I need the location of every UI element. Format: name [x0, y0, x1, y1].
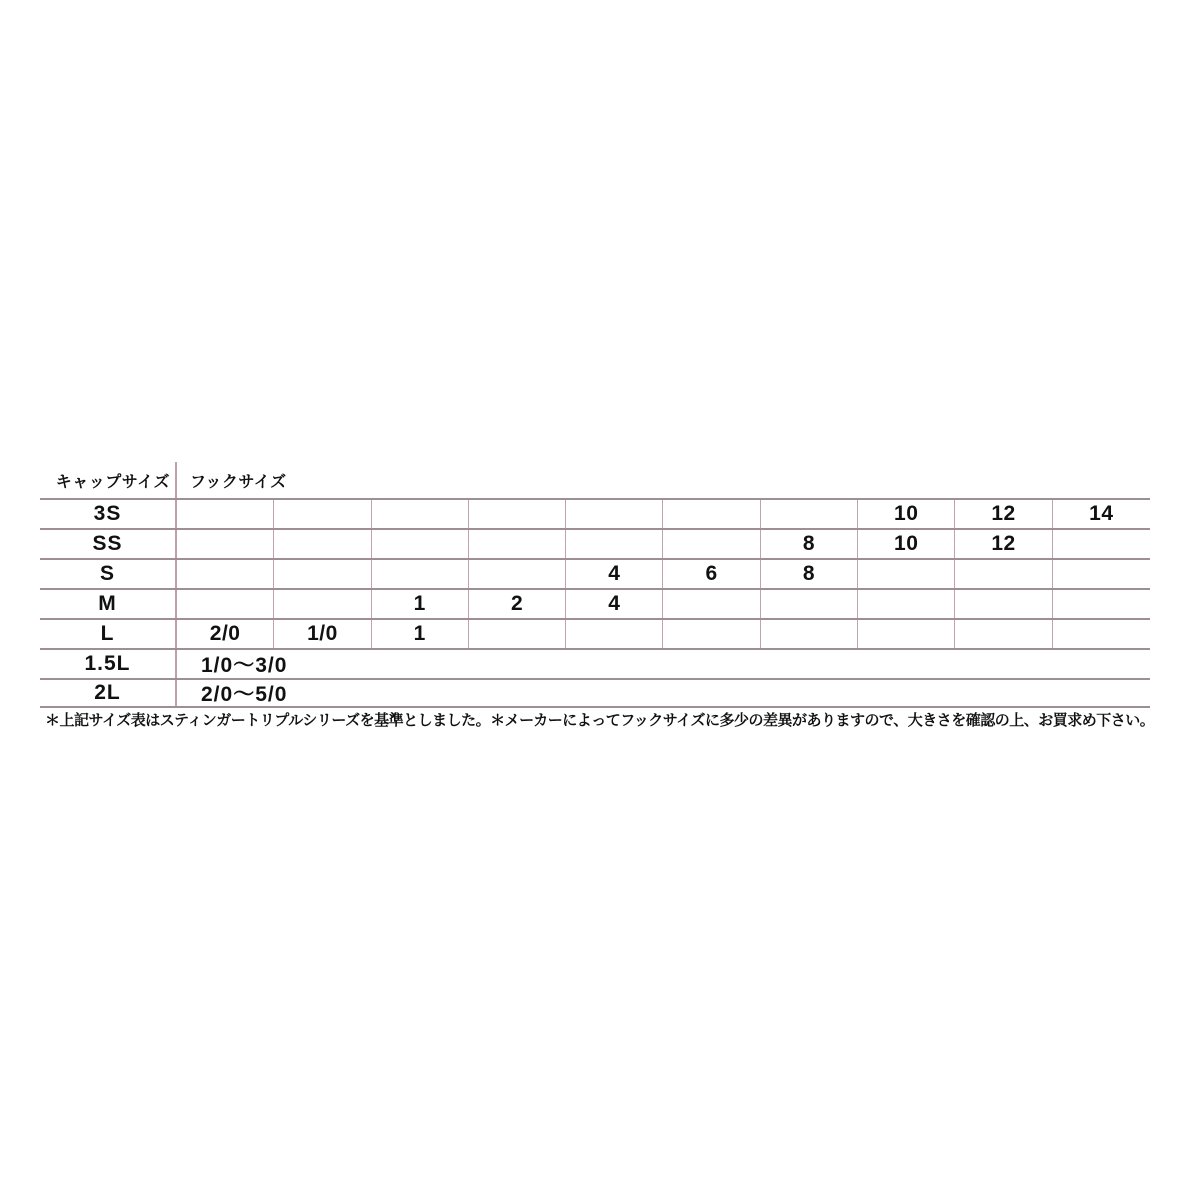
- hook-size-cell: [566, 620, 663, 648]
- table-row: [40, 558, 1150, 588]
- size-table: [40, 462, 1150, 708]
- hook-size-cell: 1: [372, 590, 469, 618]
- hook-size-cell: 14: [1089, 502, 1114, 525]
- hook-size-cell: [663, 530, 760, 558]
- hook-size-cell: [274, 500, 371, 528]
- cap-size-cell: M: [40, 590, 177, 618]
- footnote-text: ＊上記サイズ表はスティンガートリプルシリーズを基準としました。＊メーカーによってフックサイズに多少の差異がありますので、大きさを確認の上、お買求め下さい。: [45, 712, 1155, 729]
- hook-size-cell: 8: [761, 530, 858, 558]
- hook-size-cell: [663, 500, 760, 528]
- cap-size-cell: SS: [40, 530, 177, 558]
- hook-size-cell: [177, 560, 274, 588]
- hook-size-cell: [761, 590, 858, 618]
- hook-size-cell: [177, 530, 274, 558]
- hook-size-cell: [955, 590, 1052, 618]
- table-header-row: [40, 462, 1150, 498]
- cap-size-column-header: キャップサイズ: [40, 462, 177, 498]
- hook-size-cell: 12: [955, 500, 1052, 528]
- hook-size-cell: [177, 590, 274, 618]
- hook-size-cell: [469, 620, 566, 648]
- cap-size-cell: 2L: [40, 680, 177, 706]
- hook-size-cell: [1053, 560, 1150, 588]
- hook-size-column-header: フックサイズ: [190, 473, 287, 491]
- hook-size-cell: [1053, 620, 1150, 648]
- hook-size-cell: [372, 530, 469, 558]
- hook-size-cell: [761, 500, 858, 528]
- hook-size-cell: [858, 590, 955, 618]
- hook-size-cell: [1053, 530, 1150, 558]
- hook-size-cell: [858, 560, 955, 588]
- hook-size-range-cell: 2/0〜5/0: [201, 683, 288, 706]
- hook-size-cell: [372, 500, 469, 528]
- hook-size-cell: 2: [469, 590, 566, 618]
- hook-size-cell: [1053, 590, 1150, 618]
- hook-size-cell: [761, 620, 858, 648]
- hook-size-cell: [663, 620, 760, 648]
- hook-size-cell: 10: [858, 530, 955, 558]
- hook-size-cell: [177, 500, 274, 528]
- hook-size-cell: [955, 560, 1052, 588]
- hook-size-cell: 12: [955, 530, 1052, 558]
- hook-size-cell: [858, 620, 955, 648]
- hook-size-cell: [469, 500, 566, 528]
- hook-size-cell: [274, 590, 371, 618]
- hook-size-cell: [372, 560, 469, 588]
- hook-size-cell: 10: [858, 500, 955, 528]
- hook-size-cell: 2/0: [177, 620, 274, 648]
- table-row: [40, 588, 1150, 618]
- table-row: [40, 618, 1150, 648]
- hook-size-cell: [274, 560, 371, 588]
- table-row: [40, 498, 1150, 528]
- cap-size-cell: S: [40, 560, 177, 588]
- table-row: [40, 678, 1150, 708]
- cap-size-cell: 1.5L: [40, 650, 177, 678]
- hook-size-cell: 1: [372, 620, 469, 648]
- hook-size-cell: [469, 530, 566, 558]
- hook-size-cell: [955, 620, 1052, 648]
- hook-size-cell: [469, 560, 566, 588]
- table-row: [40, 528, 1150, 558]
- hook-size-cell: [663, 590, 760, 618]
- cap-size-cell: 3S: [40, 500, 177, 528]
- table-row: [40, 648, 1150, 678]
- hook-size-cell: 4: [566, 590, 663, 618]
- table-rows: [40, 498, 1150, 708]
- hook-size-cell: 6: [663, 560, 760, 588]
- hook-size-cell: [566, 530, 663, 558]
- hook-size-cell: [274, 530, 371, 558]
- hook-size-cell: 1/0: [274, 620, 371, 648]
- hook-size-cell: 8: [761, 560, 858, 588]
- hook-size-range-cell: 1/0〜3/0: [201, 654, 288, 677]
- hook-size-cell: [566, 500, 663, 528]
- hook-size-cell: 4: [566, 560, 663, 588]
- cap-size-cell: L: [40, 620, 177, 648]
